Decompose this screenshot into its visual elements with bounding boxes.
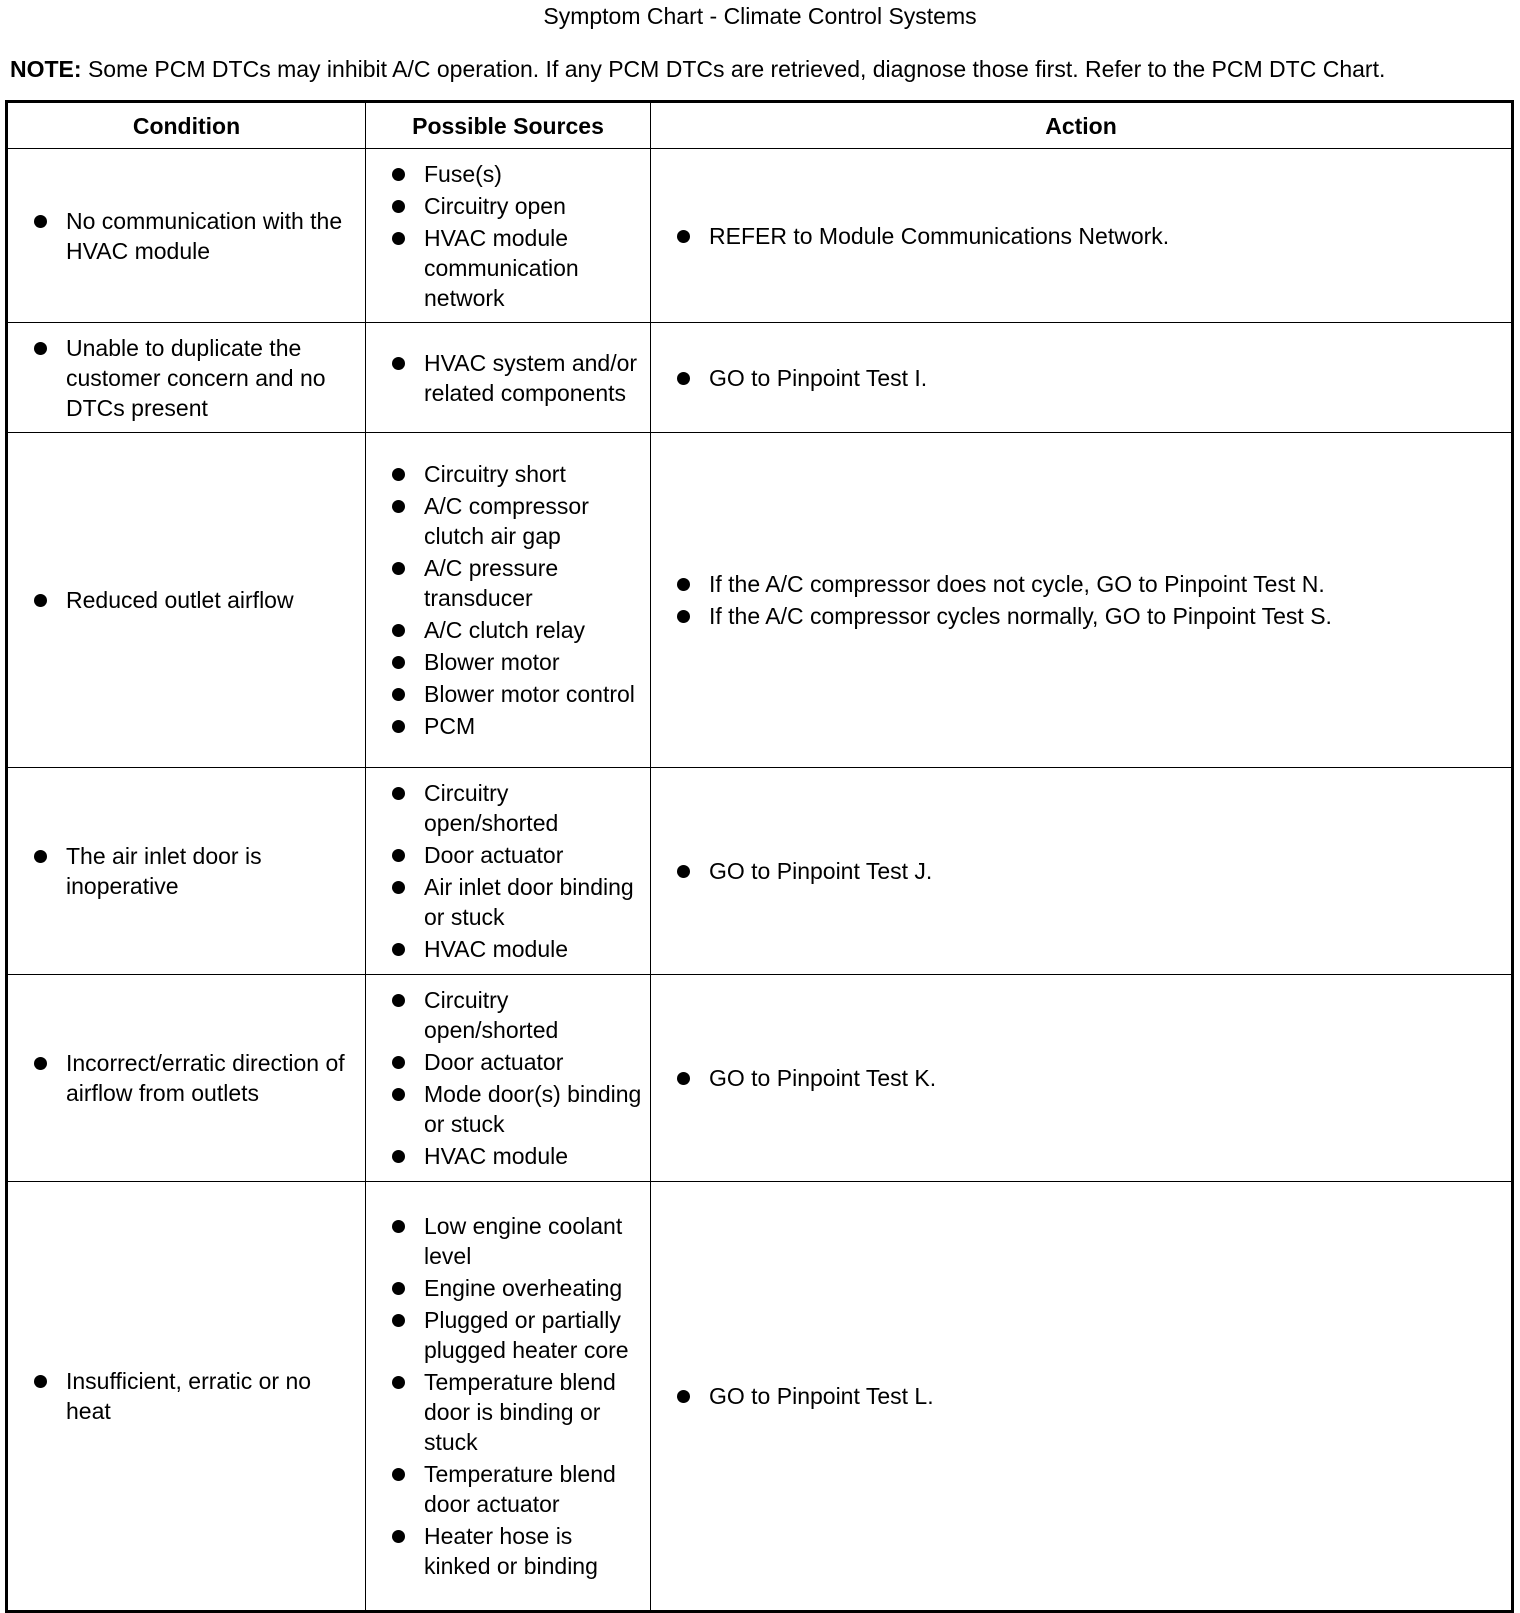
table-row: [7, 768, 1513, 975]
list-item: Reduced outlet airflow: [30, 585, 357, 615]
table-row: [7, 323, 1513, 433]
list-item: If the A/C compressor cycles normally, GO to Pinpoint Test S.: [673, 601, 1503, 631]
header-action: Action: [651, 102, 1513, 149]
list-item: Circuitry open/shorted: [388, 985, 642, 1045]
bullet-icon: [392, 994, 405, 1007]
list-item: Air inlet door binding or stuck: [388, 872, 642, 932]
bullet-icon: [392, 881, 405, 894]
list-item: GO to Pinpoint Test I.: [673, 363, 1503, 393]
sources-cell: [366, 149, 651, 323]
list-item: HVAC module communication network: [388, 223, 642, 313]
action-cell: [651, 768, 1513, 975]
bullet-icon: [34, 850, 47, 863]
bullet-icon: [392, 200, 405, 213]
table-row: [7, 1182, 1513, 1612]
list-item: Engine overheating: [388, 1273, 642, 1303]
bullet-icon: [677, 230, 690, 243]
list-item: GO to Pinpoint Test L.: [673, 1381, 1503, 1411]
bullet-icon: [392, 624, 405, 637]
symptom-chart-table: [5, 100, 1514, 1613]
list-item: GO to Pinpoint Test J.: [673, 856, 1503, 886]
bullet-icon: [392, 562, 405, 575]
list-item: Temperature blend door is binding or stuck: [388, 1367, 642, 1457]
page-title: Symptom Chart - Climate Control Systems: [543, 3, 977, 29]
list-item: Door actuator: [388, 1047, 642, 1077]
sources-cell: [366, 433, 651, 768]
bullet-icon: [392, 357, 405, 370]
header-possible-sources: Possible Sources: [366, 102, 651, 149]
bullet-icon: [34, 1375, 47, 1388]
bullet-icon: [392, 232, 405, 245]
list-item: HVAC module: [388, 1141, 642, 1171]
table-row: [7, 975, 1513, 1182]
action-cell: [651, 975, 1513, 1182]
bullet-icon: [34, 1057, 47, 1070]
bullet-icon: [392, 1530, 405, 1543]
condition-cell: [7, 768, 366, 975]
bullet-icon: [392, 688, 405, 701]
note-paragraph: [10, 55, 1515, 83]
list-item: Plugged or partially plugged heater core: [388, 1305, 642, 1365]
table-row: [7, 149, 1513, 323]
bullet-icon: [34, 215, 47, 228]
bullet-icon: [677, 372, 690, 385]
bullet-icon: [392, 1088, 405, 1101]
list-item: PCM: [388, 711, 642, 741]
list-item: Mode door(s) binding or stuck: [388, 1079, 642, 1139]
action-cell: [651, 149, 1513, 323]
condition-cell: [7, 433, 366, 768]
bullet-icon: [677, 610, 690, 623]
list-item: Blower motor control: [388, 679, 642, 709]
list-item: The air inlet door is inoperative: [30, 841, 357, 901]
bullet-icon: [392, 656, 405, 669]
bullet-icon: [392, 1376, 405, 1389]
list-item: Temperature blend door actuator: [388, 1459, 642, 1519]
condition-cell: [7, 323, 366, 433]
list-item: Circuitry short: [388, 459, 642, 489]
condition-cell: [7, 149, 366, 323]
bullet-icon: [392, 1468, 405, 1481]
list-item: Low engine coolant level: [388, 1211, 642, 1271]
table-row: [7, 433, 1513, 768]
bullet-icon: [677, 578, 690, 591]
bullet-icon: [392, 943, 405, 956]
sources-cell: [366, 1182, 651, 1612]
list-item: Unable to duplicate the customer concern and no DTCs present: [30, 333, 357, 423]
bullet-icon: [677, 865, 690, 878]
sources-cell: [366, 323, 651, 433]
action-cell: [651, 433, 1513, 768]
list-item: Insufficient, erratic or no heat: [30, 1366, 357, 1426]
list-item: A/C pressure transducer: [388, 553, 642, 613]
bullet-icon: [392, 168, 405, 181]
list-item: HVAC module: [388, 934, 642, 964]
bullet-icon: [392, 1056, 405, 1069]
list-item: Door actuator: [388, 840, 642, 870]
list-item: Incorrect/erratic direction of airflow from outlets: [30, 1048, 357, 1108]
bullet-icon: [392, 720, 405, 733]
bullet-icon: [392, 849, 405, 862]
list-item: Blower motor: [388, 647, 642, 677]
action-cell: [651, 1182, 1513, 1612]
condition-cell: [7, 1182, 366, 1612]
bullet-icon: [392, 1314, 405, 1327]
sources-cell: [366, 975, 651, 1182]
condition-cell: [7, 975, 366, 1182]
bullet-icon: [34, 342, 47, 355]
list-item: Heater hose is kinked or binding: [388, 1521, 642, 1581]
action-cell: [651, 323, 1513, 433]
list-item: GO to Pinpoint Test K.: [673, 1063, 1503, 1093]
bullet-icon: [392, 1220, 405, 1233]
bullet-icon: [392, 468, 405, 481]
bullet-icon: [392, 500, 405, 513]
bullet-icon: [34, 594, 47, 607]
table-header-row: [7, 102, 1513, 149]
list-item: REFER to Module Communications Network.: [673, 221, 1503, 251]
list-item: No communication with the HVAC module: [30, 206, 357, 266]
list-item: Circuitry open/shorted: [388, 778, 642, 838]
note-label: NOTE:: [10, 56, 82, 82]
bullet-icon: [677, 1072, 690, 1085]
list-item: Circuitry open: [388, 191, 642, 221]
list-item: A/C clutch relay: [388, 615, 642, 645]
header-condition: Condition: [7, 102, 366, 149]
bullet-icon: [392, 1150, 405, 1163]
bullet-icon: [392, 787, 405, 800]
bullet-icon: [392, 1282, 405, 1295]
list-item: A/C compressor clutch air gap: [388, 491, 642, 551]
list-item: HVAC system and/or related components: [388, 348, 642, 408]
bullet-icon: [677, 1390, 690, 1403]
list-item: Fuse(s): [388, 159, 642, 189]
sources-cell: [366, 768, 651, 975]
list-item: If the A/C compressor does not cycle, GO to Pinpoint Test N.: [673, 569, 1503, 599]
note-text: Some PCM DTCs may inhibit A/C operation. If any PCM DTCs are retrieved, diagnose those first. Refer to the PCM DTC Chart.: [87, 56, 1386, 82]
